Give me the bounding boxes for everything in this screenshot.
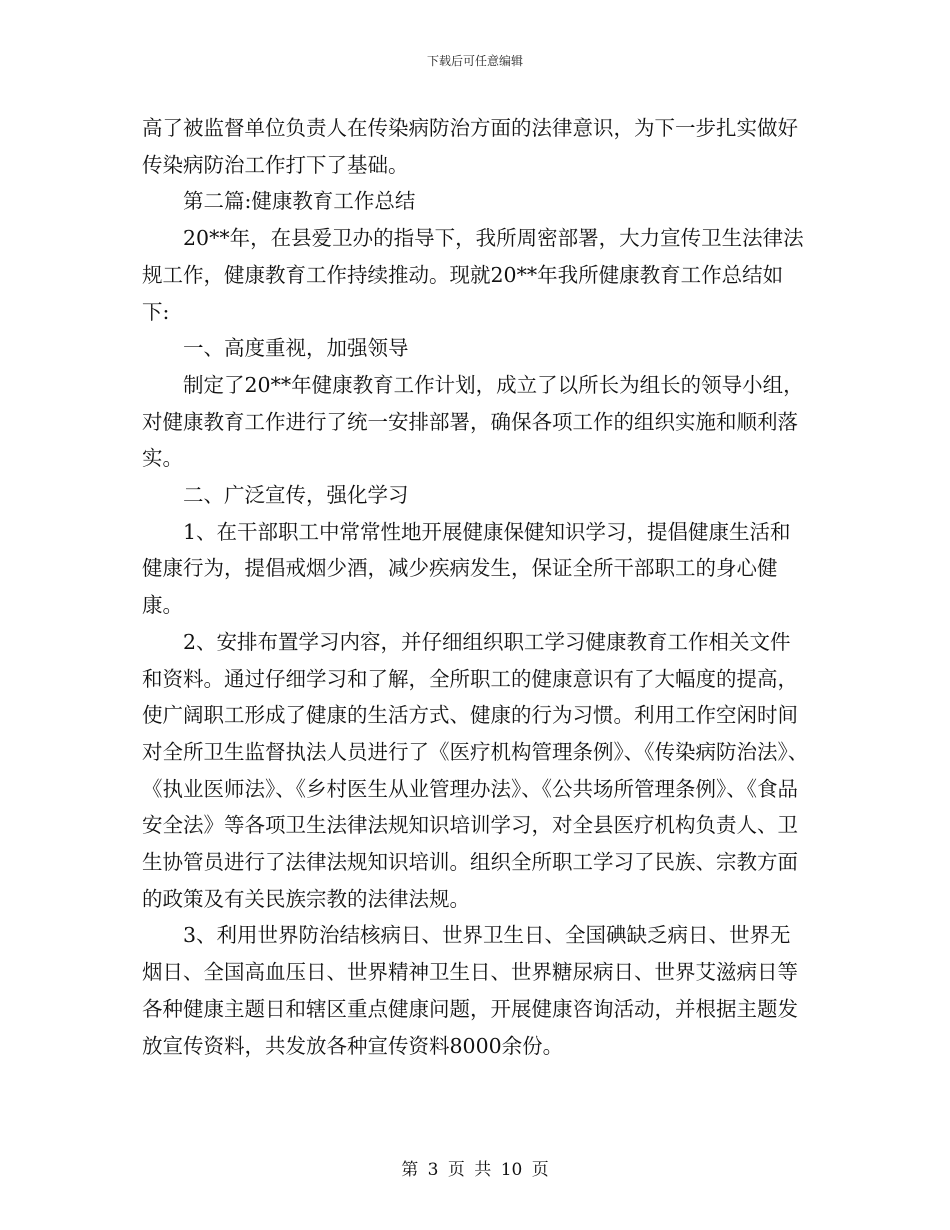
section-title: 第二篇:健康教育工作总结	[183, 189, 416, 214]
document-body	[142, 110, 810, 1064]
heading-1: 一、高度重视，加强领导	[183, 336, 409, 361]
paragraph-continuation: 高了被监督单位负责人在传染病防治方面的法律意识，为下一步扎实做好传染病防治工作打下了基础。	[142, 116, 798, 177]
heading-2: 二、广泛宣传，强化学习	[183, 483, 409, 508]
page-number: 第 3 页 共 10 页	[401, 1160, 549, 1180]
list-item-3: 3、利用世界防治结核病日、世界卫生日、全国碘缺乏病日、世界无烟日、全国高血压日、世界精神卫生日、世界糖尿病日、世界艾滋病日等各种健康主题日和辖区重点健康问题，开展健康咨询活动，并根据主题发放宣传资料，共发放各种宣传资料8000余份。	[142, 923, 798, 1058]
list-item-1: 1、在干部职工中常常性地开展健康保健知识学习，提倡健康生活和健康行为，提倡戒烟少酒，减少疾病发生，保证全所干部职工的身心健康。	[142, 519, 791, 618]
list-item-2: 2、安排布置学习内容，并仔细组织职工学习健康教育工作相关文件和资料。通过仔细学习和了解，全所职工的健康意识有了大幅度的提高，使广阔职工形成了健康的生活方式、健康的行为习惯。利用工作空闲时间对全所卫生监督执法人员进行了《医疗机构管理条例》、《传染病防治法》、《执业医师法》、《乡村医生从业管理办法》、《公共场所管理条例》、《食品安全法》等各项卫生法律法规知识培训学习，对全县医疗机构负责人、卫生协管员进行了法律法规知识培训。组织全所职工学习了民族、宗教方面的政策及有关民族宗教的法律法规。	[142, 629, 809, 911]
page-header: 下载后可任意编辑	[426, 54, 523, 68]
paragraph-intro: 20**年，在县爱卫办的指导下，我所周密部署，大力宣传卫生法律法规工作，健康教育工作持续推动。现就20**年我所健康教育工作总结如下:	[142, 226, 804, 324]
paragraph: 制定了20**年健康教育工作计划，成立了以所长为组长的领导小组，对健康教育工作进行了统一安排部署，确保各项工作的组织实施和顺利落实。	[142, 372, 804, 471]
